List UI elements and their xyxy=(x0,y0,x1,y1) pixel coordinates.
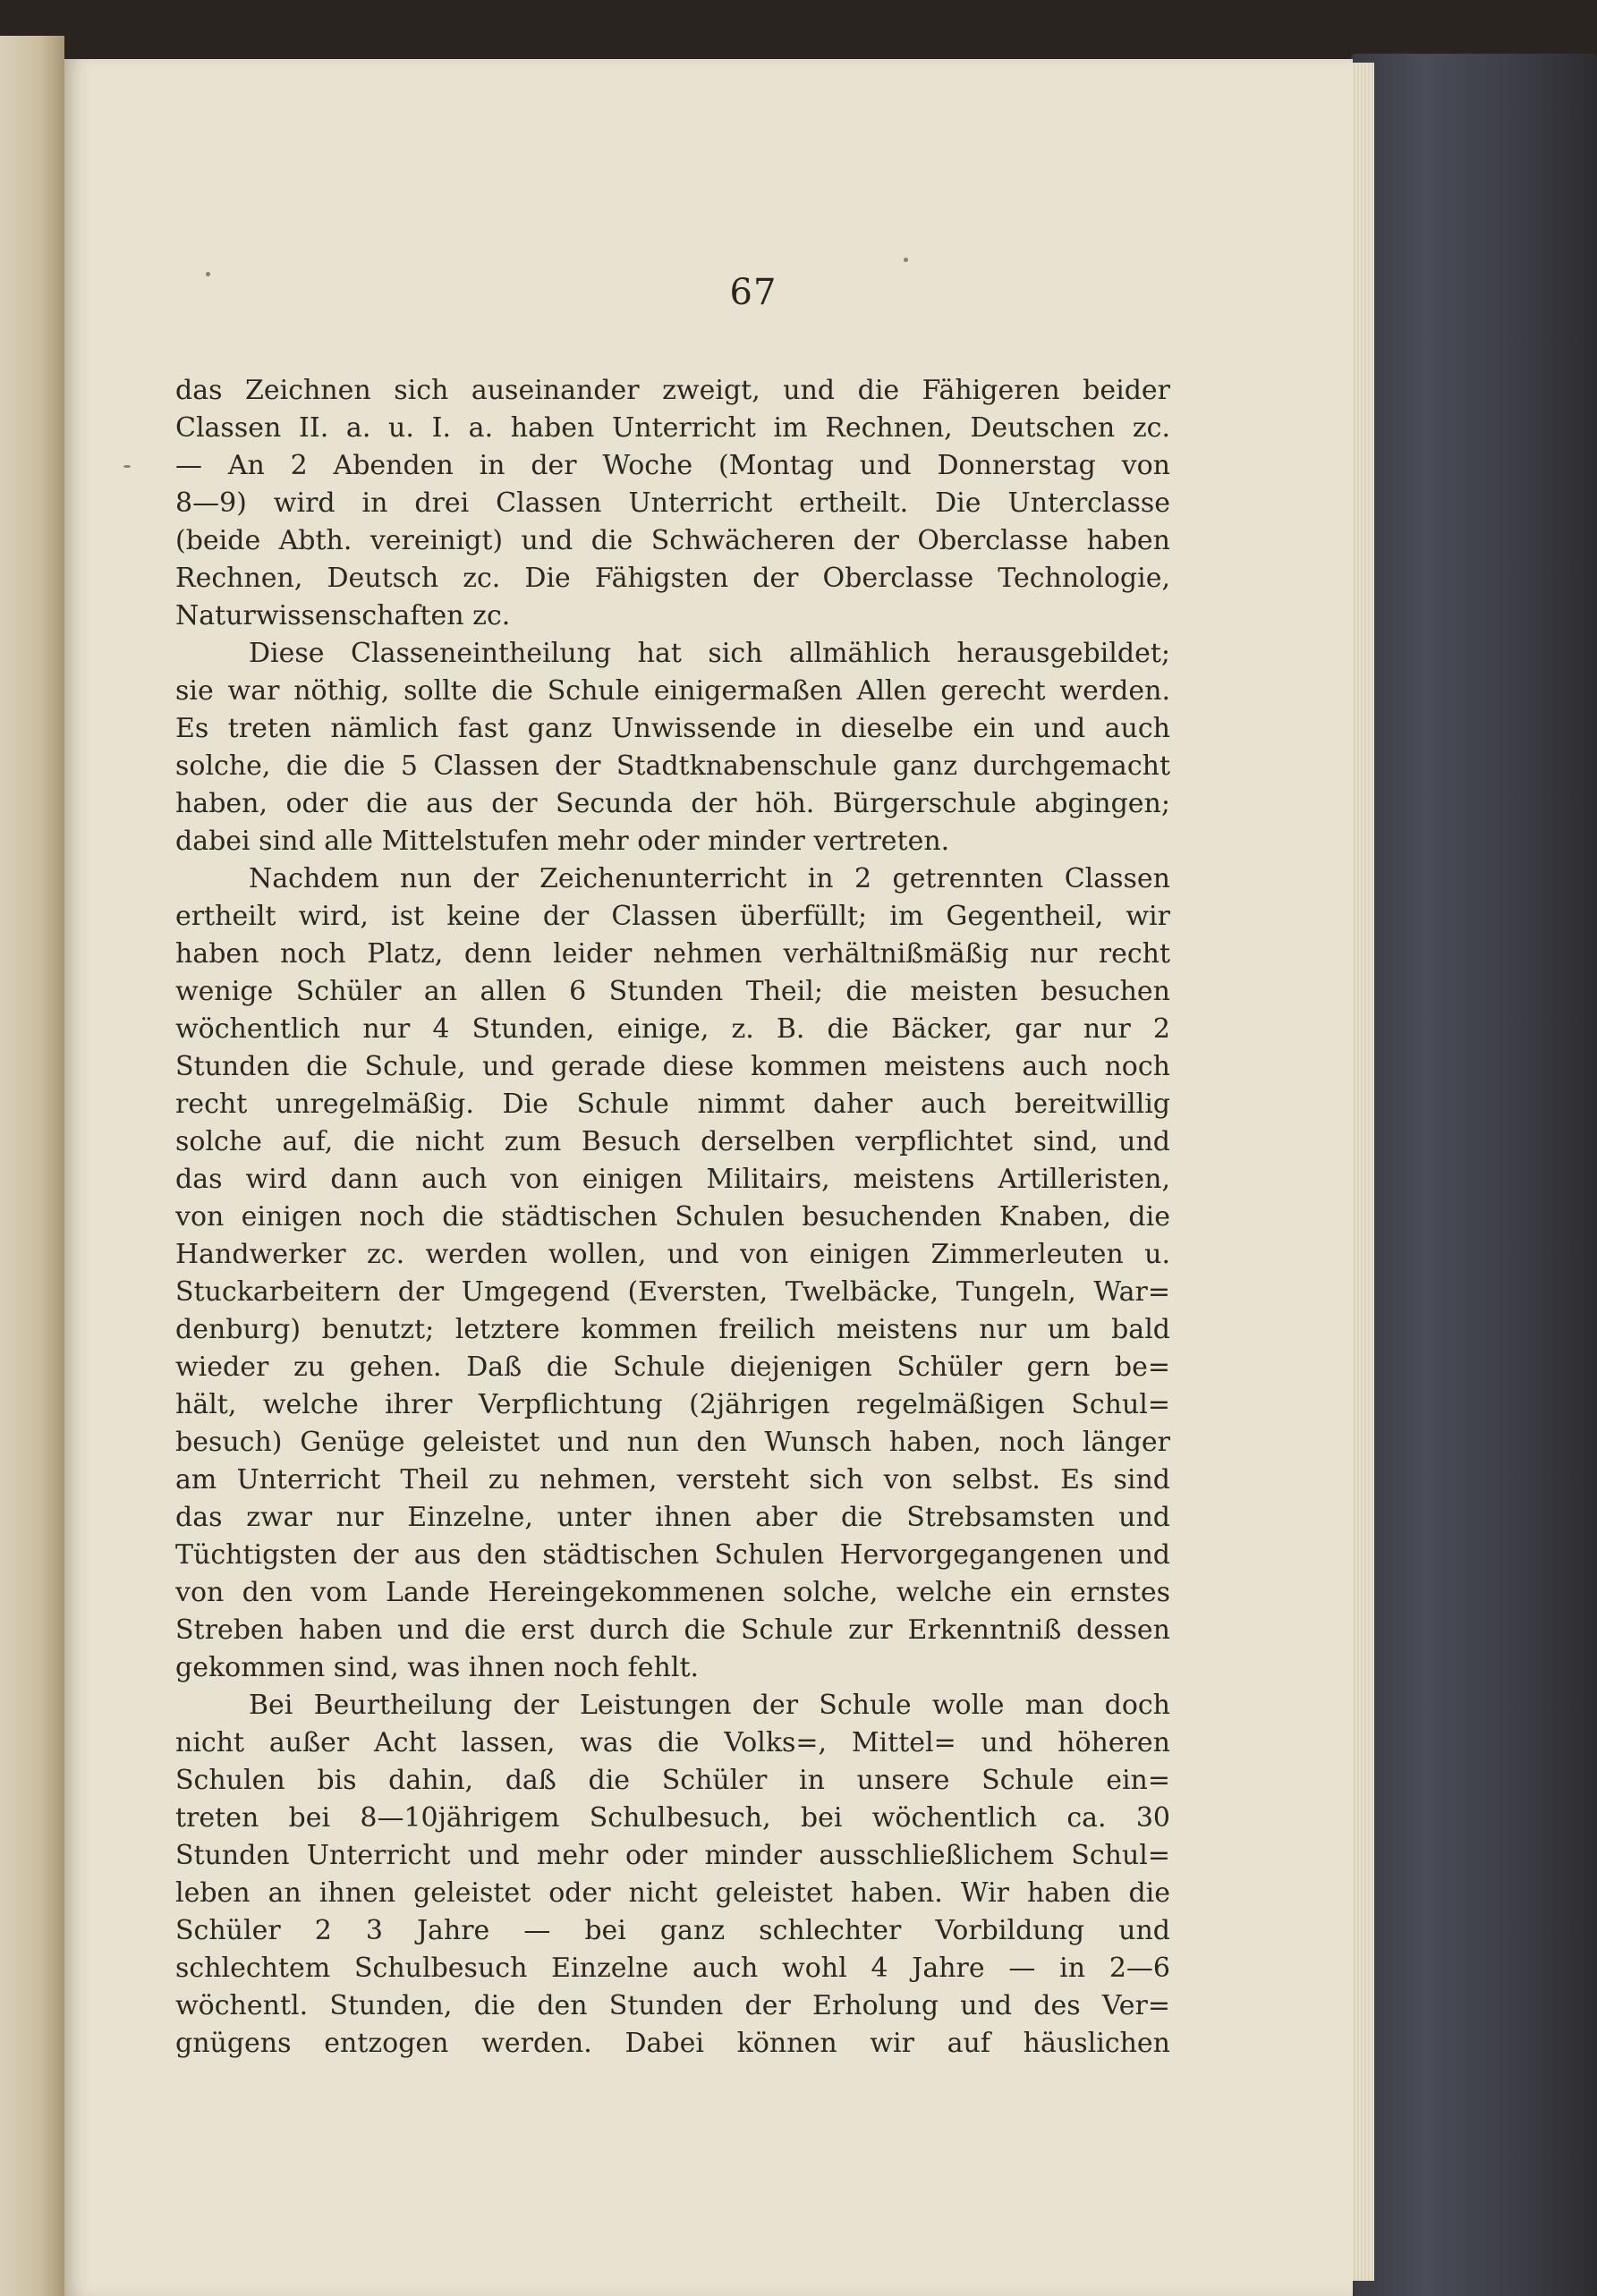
text-line: von den vom Lande Hereingekommenen solche, welche ein ernstes xyxy=(175,1577,1170,1608)
book-page xyxy=(64,59,1353,2296)
text-line: Stunden Unterricht und mehr oder minder ausschließlichem Schul= xyxy=(175,1840,1170,1871)
text-line: wenige Schüler an allen 6 Stunden Theil; die meisten besuchen xyxy=(175,976,1170,1007)
paper-speck xyxy=(123,465,131,468)
text-line: — An 2 Abenden in der Woche (Montag und Donnerstag von xyxy=(175,450,1170,481)
text-line: Naturwissenschaften zc. xyxy=(175,600,511,631)
text-line: haben noch Platz, denn leider nehmen verhältnißmäßig nur recht xyxy=(175,938,1170,970)
text-line: Nachdem nun der Zeichenunterricht in 2 getrennten Classen xyxy=(249,863,1170,894)
text-line: schlechtem Schulbesuch Einzelne auch wohl 4 Jahre — in 2—6 xyxy=(175,1953,1170,1984)
text-line: Es treten nämlich fast ganz Unwissende in dieselbe ein und auch xyxy=(175,713,1170,744)
text-line: Stuckarbeitern der Umgegend (Eversten, Twelbäcke, Tungeln, War= xyxy=(175,1276,1170,1308)
text-line: treten bei 8—10jährigem Schulbesuch, bei wöchentlich ca. 30 xyxy=(175,1802,1170,1834)
text-line: Streben haben und die erst durch die Schule zur Erkenntniß dessen xyxy=(175,1614,1170,1646)
text-line: von einigen noch die städtischen Schulen besuchenden Knaben, die xyxy=(175,1201,1170,1233)
text-line: das Zeichnen sich auseinander zweigt, und die Fähigeren beider xyxy=(175,375,1170,406)
facing-page-edge xyxy=(0,36,64,2296)
text-line: Rechnen, Deutsch zc. Die Fähigsten der Oberclasse Technologie, xyxy=(175,563,1170,594)
text-line: gnügens entzogen werden. Dabei können wir auf häuslichen xyxy=(175,2028,1170,2059)
text-line: dabei sind alle Mittelstufen mehr oder minder vertreten. xyxy=(175,826,950,857)
text-line: haben, oder die aus der Secunda der höh. Bürgerschule abgingen; xyxy=(175,788,1170,819)
text-line: Handwerker zc. werden wollen, und von einigen Zimmerleuten u. xyxy=(175,1239,1170,1270)
page-number: 67 xyxy=(729,272,777,313)
text-line: nicht außer Acht lassen, was die Volks=, Mittel= und höheren xyxy=(175,1727,1170,1758)
paper-speck xyxy=(904,258,908,262)
text-line: ertheilt wird, ist keine der Classen überfüllt; im Gegentheil, wir xyxy=(175,901,1170,932)
text-line: solche auf, die nicht zum Besuch derselben verpflichtet sind, und xyxy=(175,1126,1170,1157)
text-line: Diese Classeneintheilung hat sich allmählich herausgebildet; xyxy=(249,638,1170,669)
text-line: Classen II. a. u. I. a. haben Unterricht im Rechnen, Deutschen zc. xyxy=(175,412,1170,444)
text-line: besuch) Genüge geleistet und nun den Wunsch haben, noch länger xyxy=(175,1427,1170,1458)
paper-speck xyxy=(206,272,210,276)
text-line: recht unregelmäßig. Die Schule nimmt daher auch bereitwillig xyxy=(175,1089,1170,1120)
book-cover xyxy=(1351,54,1597,2296)
text-line: 8—9) wird in drei Classen Unterricht ertheilt. Die Unterclasse xyxy=(175,487,1170,519)
text-line: wieder zu gehen. Daß die Schule diejenigen Schüler gern be= xyxy=(175,1351,1170,1383)
text-line: wöchentl. Stunden, die den Stunden der Erholung und des Ver= xyxy=(175,1990,1170,2021)
text-line: (beide Abth. vereinigt) und die Schwächeren der Oberclasse haben xyxy=(175,525,1170,556)
text-line: solche, die die 5 Classen der Stadtknabenschule ganz durchgemacht xyxy=(175,750,1170,782)
text-line: sie war nöthig, sollte die Schule einigermaßen Allen gerecht werden. xyxy=(175,675,1170,707)
text-line: gekommen sind, was ihnen noch fehlt. xyxy=(175,1652,700,1683)
text-line: Schüler 2 3 Jahre — bei ganz schlechter Vorbildung und xyxy=(175,1915,1170,1946)
text-line: leben an ihnen geleistet oder nicht geleistet haben. Wir haben die xyxy=(175,1877,1170,1909)
text-line: am Unterricht Theil zu nehmen, versteht sich von selbst. Es sind xyxy=(175,1464,1170,1495)
text-line: hält, welche ihrer Verpflichtung (2jährigen regelmäßigen Schul= xyxy=(175,1389,1170,1420)
text-line xyxy=(175,2063,1170,2100)
text-line: Tüchtigsten der aus den städtischen Schulen Hervorgegangenen und xyxy=(175,1539,1170,1571)
text-line: Stunden die Schule, und gerade diese kommen meistens auch noch xyxy=(175,1051,1170,1082)
text-line: Schulen bis dahin, daß die Schüler in unsere Schule ein= xyxy=(175,1765,1170,1796)
text-line: das wird dann auch von einigen Militairs, meistens Artilleristen, xyxy=(175,1164,1170,1195)
text-line: denburg) benutzt; letztere kommen freilich meistens nur um bald xyxy=(175,1314,1170,1345)
text-line: wöchentlich nur 4 Stunden, einige, z. B. die Bäcker, gar nur 2 xyxy=(175,1013,1170,1045)
text-line: das zwar nur Einzelne, unter ihnen aber die Strebsamsten und xyxy=(175,1502,1170,1533)
text-line: Bei Beurtheilung der Leistungen der Schule wolle man doch xyxy=(249,1690,1170,1721)
